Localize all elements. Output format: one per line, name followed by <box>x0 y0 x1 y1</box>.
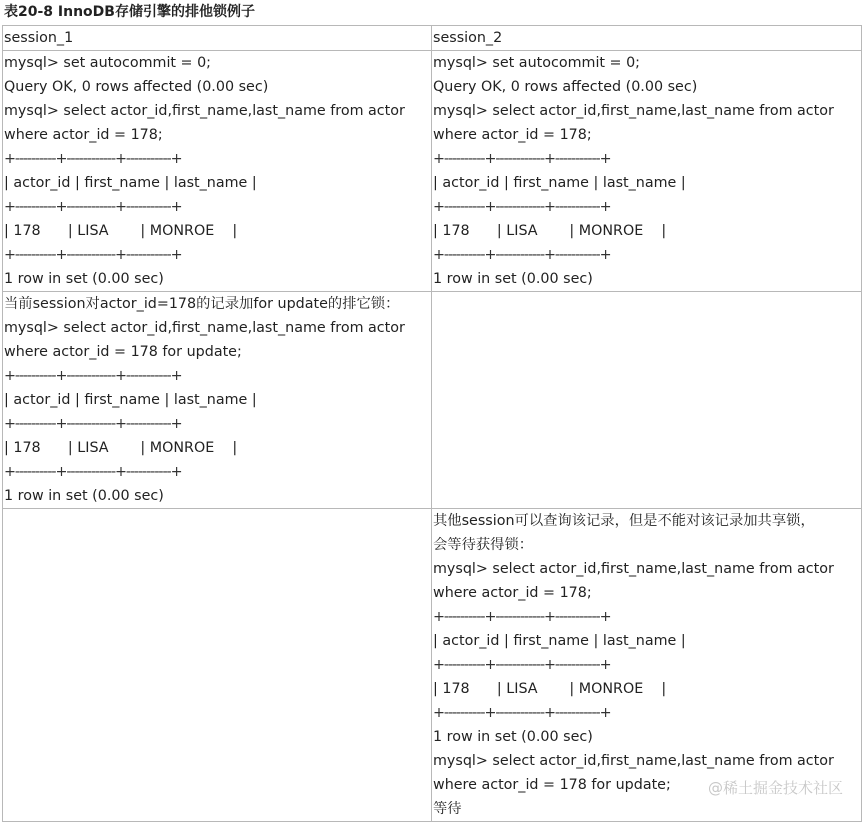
code-line: 1 row in set (0.00 sec) <box>4 488 164 504</box>
table-border-line: +----------+------------+-----------+ <box>433 609 611 625</box>
code-line: | actor_id | first_name | last_name | <box>433 175 686 191</box>
watermark: @稀土掘金技术社区 <box>707 779 843 797</box>
code-line: Query OK, 0 rows affected (0.00 sec) <box>4 79 269 95</box>
table-border-line: +----------+------------+-----------+ <box>433 199 611 215</box>
code-line: Query OK, 0 rows affected (0.00 sec) <box>433 79 698 95</box>
code-line: 1 row in set (0.00 sec) <box>433 271 593 287</box>
code-line: | actor_id | first_name | last_name | <box>4 392 257 408</box>
table-border-line: +----------+------------+-----------+ <box>4 199 182 215</box>
code-line: 1 row in set (0.00 sec) <box>4 271 164 287</box>
code-line: mysql> set autocommit = 0; <box>4 55 211 71</box>
code-line: | actor_id | first_name | last_name | <box>433 633 686 649</box>
code-line: mysql> select actor_id,first_name,last_name from actor <box>4 103 405 119</box>
lock-example-table <box>2 25 862 822</box>
table-caption: 表20-8 InnoDB存储引擎的排他锁例子 <box>4 4 255 20</box>
code-line: where actor_id = 178 for update; <box>433 777 671 793</box>
table-row <box>3 292 862 509</box>
table-border-line: +----------+------------+-----------+ <box>433 705 611 721</box>
code-line: mysql> select actor_id,first_name,last_name from actor <box>433 561 834 577</box>
code-line: mysql> set autocommit = 0; <box>433 55 640 71</box>
table-border-line: +----------+------------+-----------+ <box>4 247 182 263</box>
cell-row3-session-1 <box>3 509 432 822</box>
table-border-line: +----------+------------+-----------+ <box>433 657 611 673</box>
header-session-2: session_2 <box>432 26 862 51</box>
code-line: where actor_id = 178; <box>433 127 592 143</box>
cell-row2-session-1 <box>3 292 432 509</box>
header-session-1: session_1 <box>3 26 432 51</box>
code-line: 会等待获得锁： <box>433 537 534 553</box>
code-line: 1 row in set (0.00 sec) <box>433 729 593 745</box>
table-border-line: +----------+------------+-----------+ <box>4 368 182 384</box>
table-border-line: +----------+------------+-----------+ <box>4 464 182 480</box>
code-line: | 178 | LISA | MONROE | <box>4 440 238 456</box>
table-border-line: +----------+------------+-----------+ <box>433 151 611 167</box>
code-line: where actor_id = 178; <box>4 127 163 143</box>
code-line: | 178 | LISA | MONROE | <box>433 223 667 239</box>
cell-row1-session-1 <box>3 51 432 292</box>
code-line: where actor_id = 178 for update; <box>4 344 242 360</box>
code-line: | actor_id | first_name | last_name | <box>4 175 257 191</box>
code-line: 当前session对actor_id=178的记录加for update的排它锁： <box>4 296 400 312</box>
cell-row2-session-2 <box>432 292 862 509</box>
table-border-line: +----------+------------+-----------+ <box>4 151 182 167</box>
table-row <box>3 51 862 292</box>
code-line: mysql> select actor_id,first_name,last_name from actor <box>433 753 834 769</box>
cell-row3-session-2 <box>432 509 862 822</box>
header-row <box>3 26 862 51</box>
table-border-line: +----------+------------+-----------+ <box>433 247 611 263</box>
code-line: | 178 | LISA | MONROE | <box>4 223 238 239</box>
code-line: 其他session可以查询该记录，但是不能对该记录加共享锁， <box>433 513 815 529</box>
code-line: mysql> select actor_id,first_name,last_name from actor <box>433 103 834 119</box>
cell-row1-session-2 <box>432 51 862 292</box>
table-row <box>3 509 862 822</box>
code-line: mysql> select actor_id,first_name,last_name from actor <box>4 320 405 336</box>
code-line: | 178 | LISA | MONROE | <box>433 681 667 697</box>
code-line: 等待 <box>433 801 462 817</box>
code-line: where actor_id = 178; <box>433 585 592 601</box>
table-border-line: +----------+------------+-----------+ <box>4 416 182 432</box>
